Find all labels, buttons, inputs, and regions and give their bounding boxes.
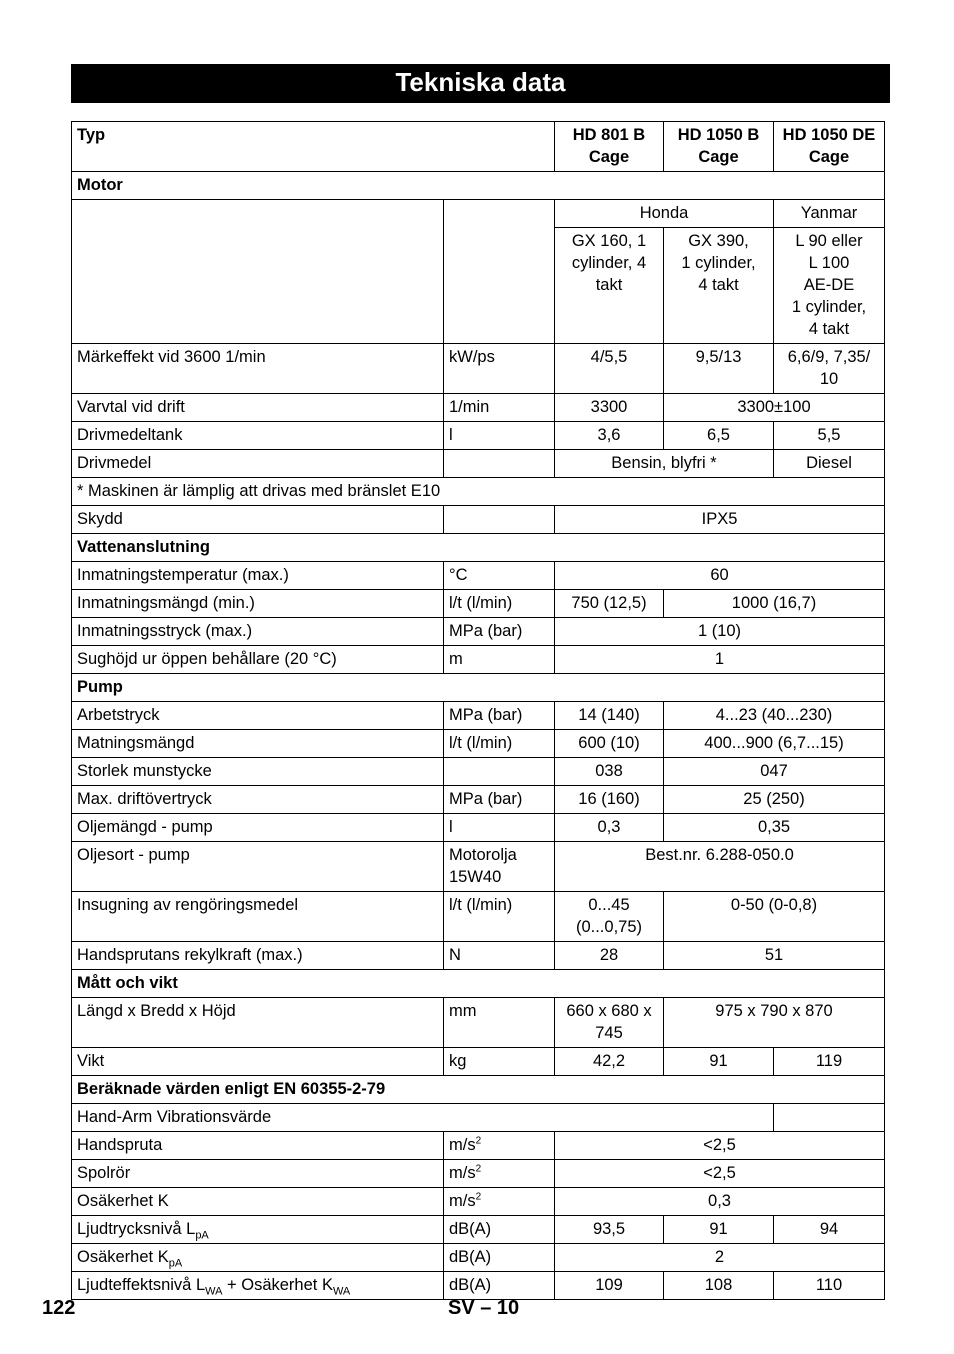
value-cell: 119 (774, 1048, 885, 1076)
table-row (72, 394, 885, 422)
row-label: Oljesort - pump (72, 842, 444, 892)
table-row (72, 758, 885, 786)
value-cell: 3300±100 (664, 394, 885, 422)
table-row (72, 730, 885, 758)
row-label: Ljudteffektsnivå $L_{WA}$ + Osäkerhet $K_{WA}$ (72, 1272, 444, 1300)
row-label: Inmatningsstryck (max.) (72, 618, 444, 646)
value-cell: 5,5 (774, 422, 885, 450)
value-cell: 4...23 (40...230) (664, 702, 885, 730)
row-label: Arbetstryck (72, 702, 444, 730)
row-label: Handspruta (72, 1132, 444, 1160)
row-label: Vikt (72, 1048, 444, 1076)
row-unit: N (444, 942, 555, 970)
technical-data-table (71, 121, 885, 1300)
table-row (72, 1272, 885, 1300)
header-row (72, 122, 885, 172)
value-cell: <2,5 (555, 1160, 885, 1188)
value-cell: 6,6/9, 7,35/ 10 (774, 344, 885, 394)
value-cell: 600 (10) (555, 730, 664, 758)
row-label: Osäkerhet K (72, 1188, 444, 1216)
table-row (72, 478, 885, 506)
row-label: Hand-Arm Vibrationsvärde (72, 1104, 774, 1132)
value-cell: 42,2 (555, 1048, 664, 1076)
table-row (72, 1104, 885, 1132)
row-label: Max. driftövertryck (72, 786, 444, 814)
row-unit: l/t (l/min) (444, 730, 555, 758)
value-cell: <2,5 (555, 1132, 885, 1160)
row-unit (444, 758, 555, 786)
empty-cell (72, 200, 444, 344)
row-unit: Motorolja 15W40 (444, 842, 555, 892)
table-row (72, 646, 885, 674)
value-cell: 110 (774, 1272, 885, 1300)
table-row (72, 892, 885, 942)
engine-cell: GX 160, 1 cylinder, 4 takt (555, 228, 664, 344)
value-cell: 0,3 (555, 814, 664, 842)
manufacturer-yanmar: Yanmar (774, 200, 885, 228)
row-label: Skydd (72, 506, 444, 534)
table-row (72, 842, 885, 892)
row-unit (444, 506, 555, 534)
value-cell: IPX5 (555, 506, 885, 534)
row-unit: $m/s^2$ (444, 1160, 555, 1188)
model-header-3: HD 1050 DE Cage (774, 122, 885, 172)
table-row (72, 1244, 885, 1272)
row-unit: m (444, 646, 555, 674)
value-cell: 660 x 680 x 745 (555, 998, 664, 1048)
empty-cell (774, 1104, 885, 1132)
row-unit: MPa (bar) (444, 702, 555, 730)
model-header-2: HD 1050 B Cage (664, 122, 774, 172)
row-unit: l/t (l/min) (444, 590, 555, 618)
value-cell: 109 (555, 1272, 664, 1300)
row-label: Sughöjd ur öppen behållare (20 °C) (72, 646, 444, 674)
fuel-note: * Maskinen är lämplig att drivas med bränslet E10 (72, 478, 885, 506)
value-cell: 91 (664, 1216, 774, 1244)
table-row (72, 344, 885, 394)
value-cell: 25 (250) (664, 786, 885, 814)
table-row (72, 942, 885, 970)
value-cell: 28 (555, 942, 664, 970)
value-cell: 2 (555, 1244, 885, 1272)
model-header-1: HD 801 B Cage (555, 122, 664, 172)
section-title: Motor (72, 172, 885, 200)
row-label: Inmatningsmängd (min.) (72, 590, 444, 618)
table-row (72, 1160, 885, 1188)
typ-header: Typ (72, 122, 555, 172)
value-cell: 0,3 (555, 1188, 885, 1216)
row-label: Oljemängd - pump (72, 814, 444, 842)
table-row (72, 590, 885, 618)
row-unit: MPa (bar) (444, 786, 555, 814)
table-row (72, 1216, 885, 1244)
section-matt-och-vikt (72, 970, 885, 998)
row-label: Osäkerhet $K_{pA}$ (72, 1244, 444, 1272)
table-row (72, 1132, 885, 1160)
value-cell: 047 (664, 758, 885, 786)
value-cell: 0...45 (0...0,75) (555, 892, 664, 942)
row-unit: dB(A) (444, 1272, 555, 1300)
value-cell: 1 (555, 646, 885, 674)
row-unit: kW/ps (444, 344, 555, 394)
table-row (72, 1048, 885, 1076)
section-pump (72, 674, 885, 702)
engine-cell: L 90 eller L 100 AE-DE 1 cylinder, 4 takt (774, 228, 885, 344)
section-title: Mått och vikt (72, 970, 885, 998)
row-unit: l (444, 422, 555, 450)
table-row (72, 702, 885, 730)
value-cell: Best.nr. 6.288-050.0 (555, 842, 885, 892)
row-label: Storlek munstycke (72, 758, 444, 786)
section-vattenanslutning (72, 534, 885, 562)
row-label: Ljudtrycksnivå $L_{pA}$ (72, 1216, 444, 1244)
row-label: Matningsmängd (72, 730, 444, 758)
section-title: Pump (72, 674, 885, 702)
row-unit: mm (444, 998, 555, 1048)
value-cell: 3300 (555, 394, 664, 422)
value-cell: 94 (774, 1216, 885, 1244)
value-cell: 1000 (16,7) (664, 590, 885, 618)
table-row (72, 562, 885, 590)
row-label: Insugning av rengöringsmedel (72, 892, 444, 942)
table-row (72, 786, 885, 814)
row-unit: kg (444, 1048, 555, 1076)
value-cell: 108 (664, 1272, 774, 1300)
value-cell: 750 (12,5) (555, 590, 664, 618)
value-cell: Bensin, blyfri * (555, 450, 774, 478)
language-page-label: SV – 10 (448, 1297, 520, 1319)
row-unit: $m/s^2$ (444, 1188, 555, 1216)
value-cell: 60 (555, 562, 885, 590)
value-cell: 91 (664, 1048, 774, 1076)
value-cell: 3,6 (555, 422, 664, 450)
value-cell: Diesel (774, 450, 885, 478)
table-row (72, 450, 885, 478)
value-cell: 0,35 (664, 814, 885, 842)
row-unit: °C (444, 562, 555, 590)
row-label: Inmatningstemperatur (max.) (72, 562, 444, 590)
section-title: Beräknade värden enligt EN 60355-2-79 (72, 1076, 885, 1104)
page-title: Tekniska data (71, 64, 890, 103)
value-cell: 0-50 (0-0,8) (664, 892, 885, 942)
table-row (72, 506, 885, 534)
section-motor (72, 172, 885, 200)
section-beraknade-varden (72, 1076, 885, 1104)
row-unit (444, 450, 555, 478)
row-label: Drivmedel (72, 450, 444, 478)
value-cell: 1 (10) (555, 618, 885, 646)
value-cell: 14 (140) (555, 702, 664, 730)
section-title: Vattenanslutning (72, 534, 885, 562)
value-cell: 038 (555, 758, 664, 786)
value-cell: 16 (160) (555, 786, 664, 814)
empty-cell (444, 200, 555, 344)
table-row (72, 422, 885, 450)
row-label: Längd x Bredd x Höjd (72, 998, 444, 1048)
page-number: 122 (42, 1297, 76, 1319)
row-label: Spolrör (72, 1160, 444, 1188)
value-cell: 9,5/13 (664, 344, 774, 394)
row-unit: $m/s^2$ (444, 1132, 555, 1160)
table-row (72, 618, 885, 646)
row-unit: dB(A) (444, 1216, 555, 1244)
row-label: Varvtal vid drift (72, 394, 444, 422)
value-cell: 6,5 (664, 422, 774, 450)
row-label: Handsprutans rekylkraft (max.) (72, 942, 444, 970)
value-cell: 51 (664, 942, 885, 970)
row-unit: MPa (bar) (444, 618, 555, 646)
value-cell: 4/5,5 (555, 344, 664, 394)
row-unit: 1/min (444, 394, 555, 422)
row-unit: l (444, 814, 555, 842)
engine-cell: GX 390, 1 cylinder, 4 takt (664, 228, 774, 344)
table-row (72, 814, 885, 842)
value-cell: 975 x 790 x 870 (664, 998, 885, 1048)
table-row (72, 200, 885, 228)
table-row (72, 1188, 885, 1216)
manufacturer-honda: Honda (555, 200, 774, 228)
row-label: Drivmedeltank (72, 422, 444, 450)
value-cell: 400...900 (6,7...15) (664, 730, 885, 758)
value-cell: 93,5 (555, 1216, 664, 1244)
row-unit: l/t (l/min) (444, 892, 555, 942)
row-label: Märkeffekt vid 3600 1/min (72, 344, 444, 394)
row-unit: dB(A) (444, 1244, 555, 1272)
table-row (72, 998, 885, 1048)
